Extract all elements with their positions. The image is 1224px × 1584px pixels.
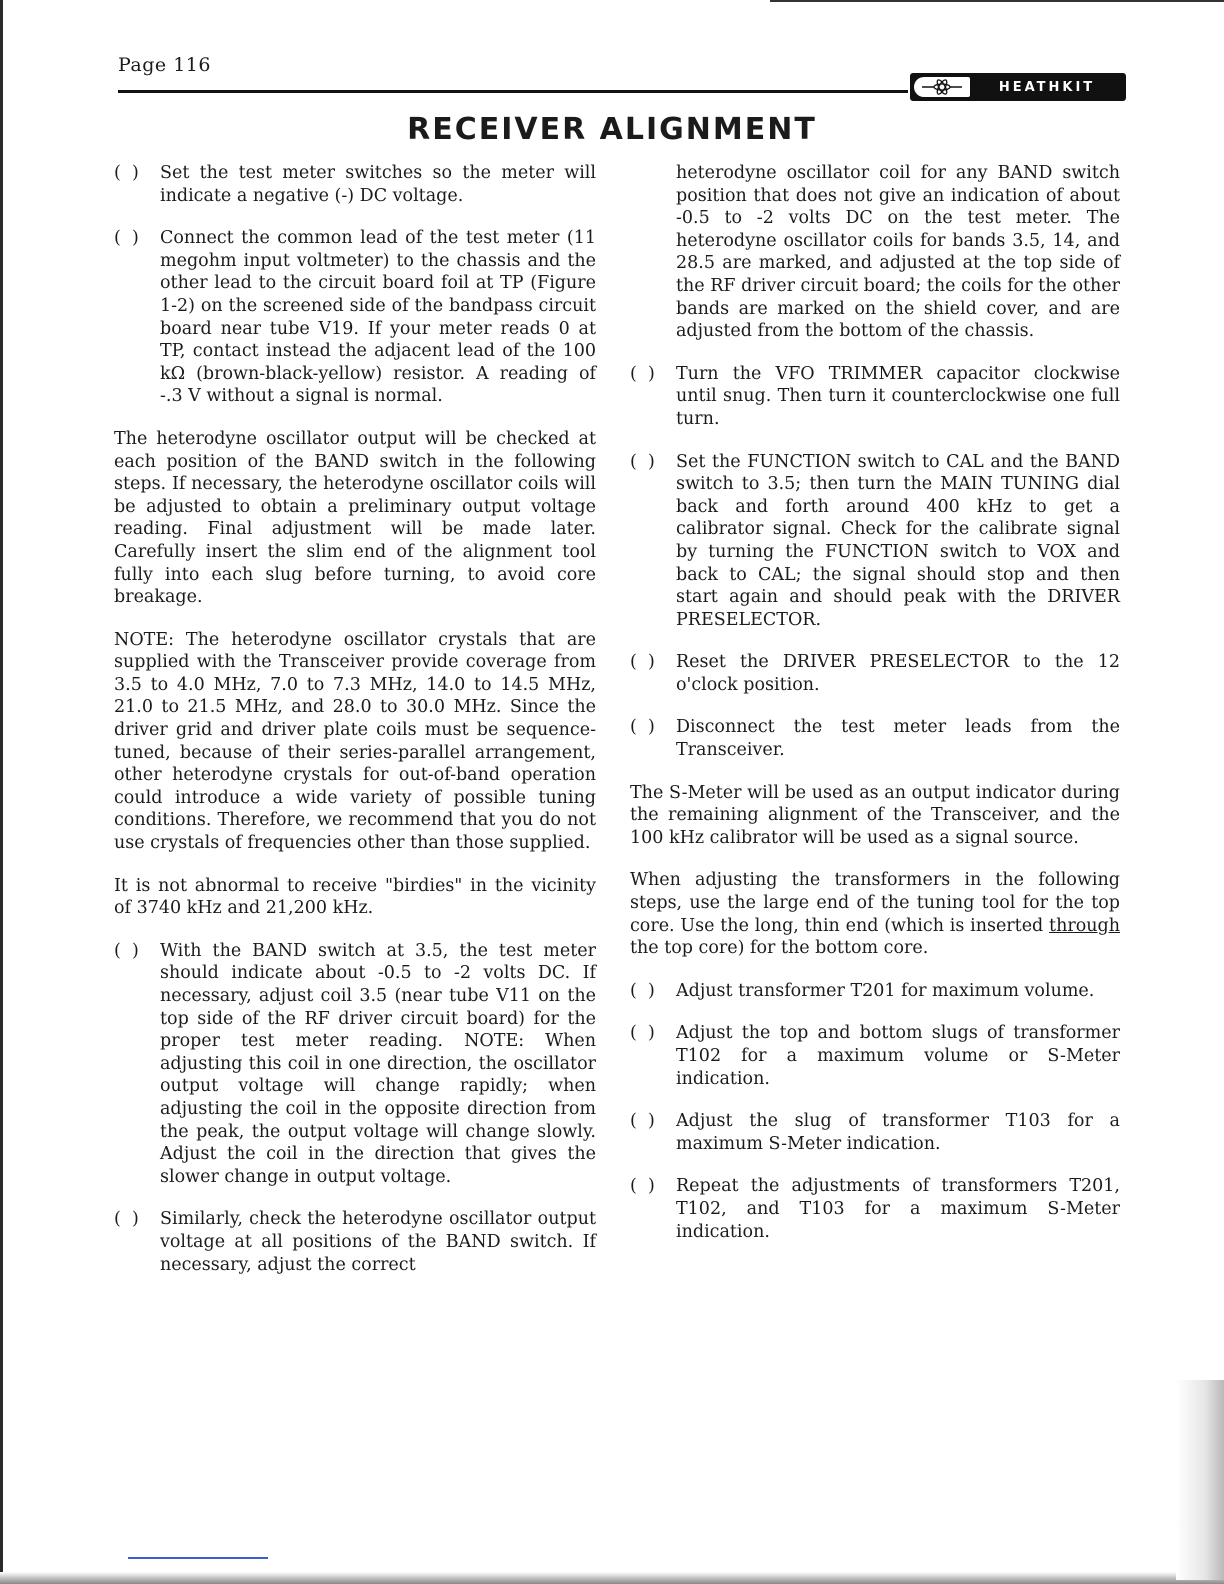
step-item bbox=[630, 980, 1120, 1003]
underlined-text: through bbox=[1049, 915, 1120, 936]
step-checkbox[interactable]: ( ) bbox=[114, 163, 139, 183]
paragraph-text: When adjusting the transformers in the following steps, use the large end of the tuning tool for the top core. Use the long, thin end (which is inserted bbox=[630, 870, 1120, 936]
step-checkbox[interactable]: ( ) bbox=[630, 1023, 655, 1044]
step-item bbox=[630, 1110, 1120, 1155]
step-checkbox[interactable]: ( ) bbox=[630, 1176, 655, 1197]
scan-edge-bottom bbox=[0, 1572, 1224, 1584]
right-column bbox=[630, 162, 1120, 1263]
step-item bbox=[630, 1022, 1120, 1090]
page-number: Page 116 bbox=[118, 54, 211, 76]
step-text: Adjust transformer T201 for maximum volume. bbox=[676, 980, 1095, 1001]
step-checkbox[interactable]: ( ) bbox=[114, 1209, 139, 1230]
heathkit-logo bbox=[910, 73, 1126, 101]
step-item bbox=[114, 940, 596, 1189]
step-checkbox[interactable]: ( ) bbox=[630, 1111, 655, 1132]
left-column bbox=[114, 162, 596, 1296]
scan-edge-left bbox=[0, 0, 3, 1584]
page-title: RECEIVER ALIGNMENT bbox=[407, 112, 817, 147]
step-text: Disconnect the test meter leads from the Transceiver. bbox=[676, 717, 1120, 761]
step-item bbox=[630, 716, 1120, 761]
paragraph: It is not abnormal to receive "birdies" in the vicinity of 3740 kHz and 21,200 kHz. bbox=[114, 875, 596, 919]
scan-mark bbox=[128, 1557, 268, 1559]
step-text: With the BAND switch at 3.5, the test meter should indicate about -0.5 to -2 volts DC. If necessary, adjust coil 3.5 (near tube V11 on the top side of the RF driver circuit board) for the proper test meter reading. NOTE: When adjusting this coil in one direction, the oscillator output voltage will change rapidly; when adjusting the coil in the opposite direction from the peak, the output voltage will change slowly. Adjust the coil in the direction that gives the slower change in output voltage. bbox=[160, 940, 596, 1187]
note-paragraph: NOTE: The heterodyne oscillator crystals that are supplied with the Transceiver provide coverage from 3.5 to 4.0 MHz, 7.0 to 7.3 MHz, 14.0 to 14.5 MHz, 21.0 to 21.5 MHz, and 28.0 to 30.0 MHz. Since the driver grid and driver plate coils must be sequence-tuned, because of their series-parallel arrangement, other heterodyne crystals for out-of-band operation could introduce a wide variety of possible tuning conditions. Therefore, we recommend that you do not use crystals of frequencies other than those supplied. bbox=[114, 629, 596, 854]
step-item bbox=[114, 1208, 596, 1276]
paragraph: The S-Meter will be used as an output indicator during the remaining alignment of the Transceiver, and the 100 kHz calibrator will be used as a signal source. bbox=[630, 782, 1120, 848]
step-text: Adjust the top and bottom slugs of transformer T102 for a maximum volume or S-Meter indication. bbox=[676, 1023, 1120, 1089]
scan-edge-right bbox=[1176, 1380, 1224, 1580]
header-rule bbox=[118, 90, 908, 93]
step-continuation: heterodyne oscillator coil for any BAND switch position that does not give an indication of about -0.5 to -2 volts DC on the test meter. The heterodyne oscillator coils for bands 3.5, 14, and 28.5 are marked, and adjusted at the top side of the RF driver circuit board; the coils for the other bands are marked on the shield cover, and are adjusted from the bottom of the chassis. bbox=[676, 163, 1120, 342]
step-checkbox[interactable]: ( ) bbox=[630, 980, 655, 1001]
step-item bbox=[630, 363, 1120, 431]
step-checkbox[interactable]: ( ) bbox=[630, 363, 655, 384]
paragraph: The heterodyne oscillator output will be checked at each position of the BAND switch in the following steps. If necessary, the heterodyne oscillator coils will be adjusted to obtain a preliminary output voltage reading. Final adjustment will be made later. Carefully insert the slim end of the alignment tool fully into each slug before turning, to avoid core breakage. bbox=[114, 428, 596, 608]
paragraph-text: the top core) for the bottom core. bbox=[630, 938, 929, 959]
step-text: Reset the DRIVER PRESELECTOR to the 12 o'clock position. bbox=[676, 652, 1120, 695]
step-text: Adjust the slug of transformer T103 for a maximum S-Meter indication. bbox=[676, 1111, 1120, 1154]
step-text: Set the test meter switches so the meter will indicate a negative (-) DC voltage. bbox=[160, 163, 596, 206]
paragraph bbox=[630, 869, 1120, 959]
step-text: Set the FUNCTION switch to CAL and the BAND switch to 3.5; then turn the MAIN TUNING dial back and forth around 400 kHz to get a calibrator signal. Check for the calibrate signal by turning the FUNCTION switch to VOX and back to CAL; the signal should stop and then start again and should peak with the DRIVER PRESELECTOR. bbox=[676, 451, 1120, 630]
step-checkbox[interactable]: ( ) bbox=[630, 717, 655, 738]
step-checkbox[interactable]: ( ) bbox=[630, 451, 655, 472]
step-item bbox=[114, 162, 596, 207]
step-item bbox=[630, 1175, 1120, 1243]
step-item bbox=[630, 451, 1120, 632]
atom-icon bbox=[914, 77, 970, 97]
step-checkbox[interactable]: ( ) bbox=[114, 940, 139, 961]
step-text: Repeat the adjustments of transformers T201, T102, and T103 for a maximum S-Meter indication. bbox=[676, 1176, 1120, 1242]
step-checkbox[interactable]: ( ) bbox=[114, 228, 139, 249]
step-text: Turn the VFO TRIMMER capacitor clockwise until snug. Then turn it counterclockwise one full turn. bbox=[676, 363, 1120, 429]
step-checkbox[interactable]: ( ) bbox=[630, 652, 655, 673]
step-item bbox=[114, 227, 596, 408]
scan-edge-top bbox=[770, 0, 1224, 2]
logo-text: HEATHKIT bbox=[998, 79, 1096, 95]
step-text: Similarly, check the heterodyne oscillator output voltage at all positions of the BAND switch. If necessary, adjust the correct bbox=[160, 1209, 596, 1275]
step-item bbox=[630, 651, 1120, 696]
step-text: Connect the common lead of the test meter (11 megohm input voltmeter) to the chassis and the other lead to the circuit board foil at TP (Figure 1-2) on the screened side of the bandpass circuit board near tube V19. If your meter reads 0 at TP, contact instead the adjacent lead of the 100 kΩ (brown-black-yellow) resistor. A reading of -.3 V without a signal is normal. bbox=[160, 228, 596, 407]
